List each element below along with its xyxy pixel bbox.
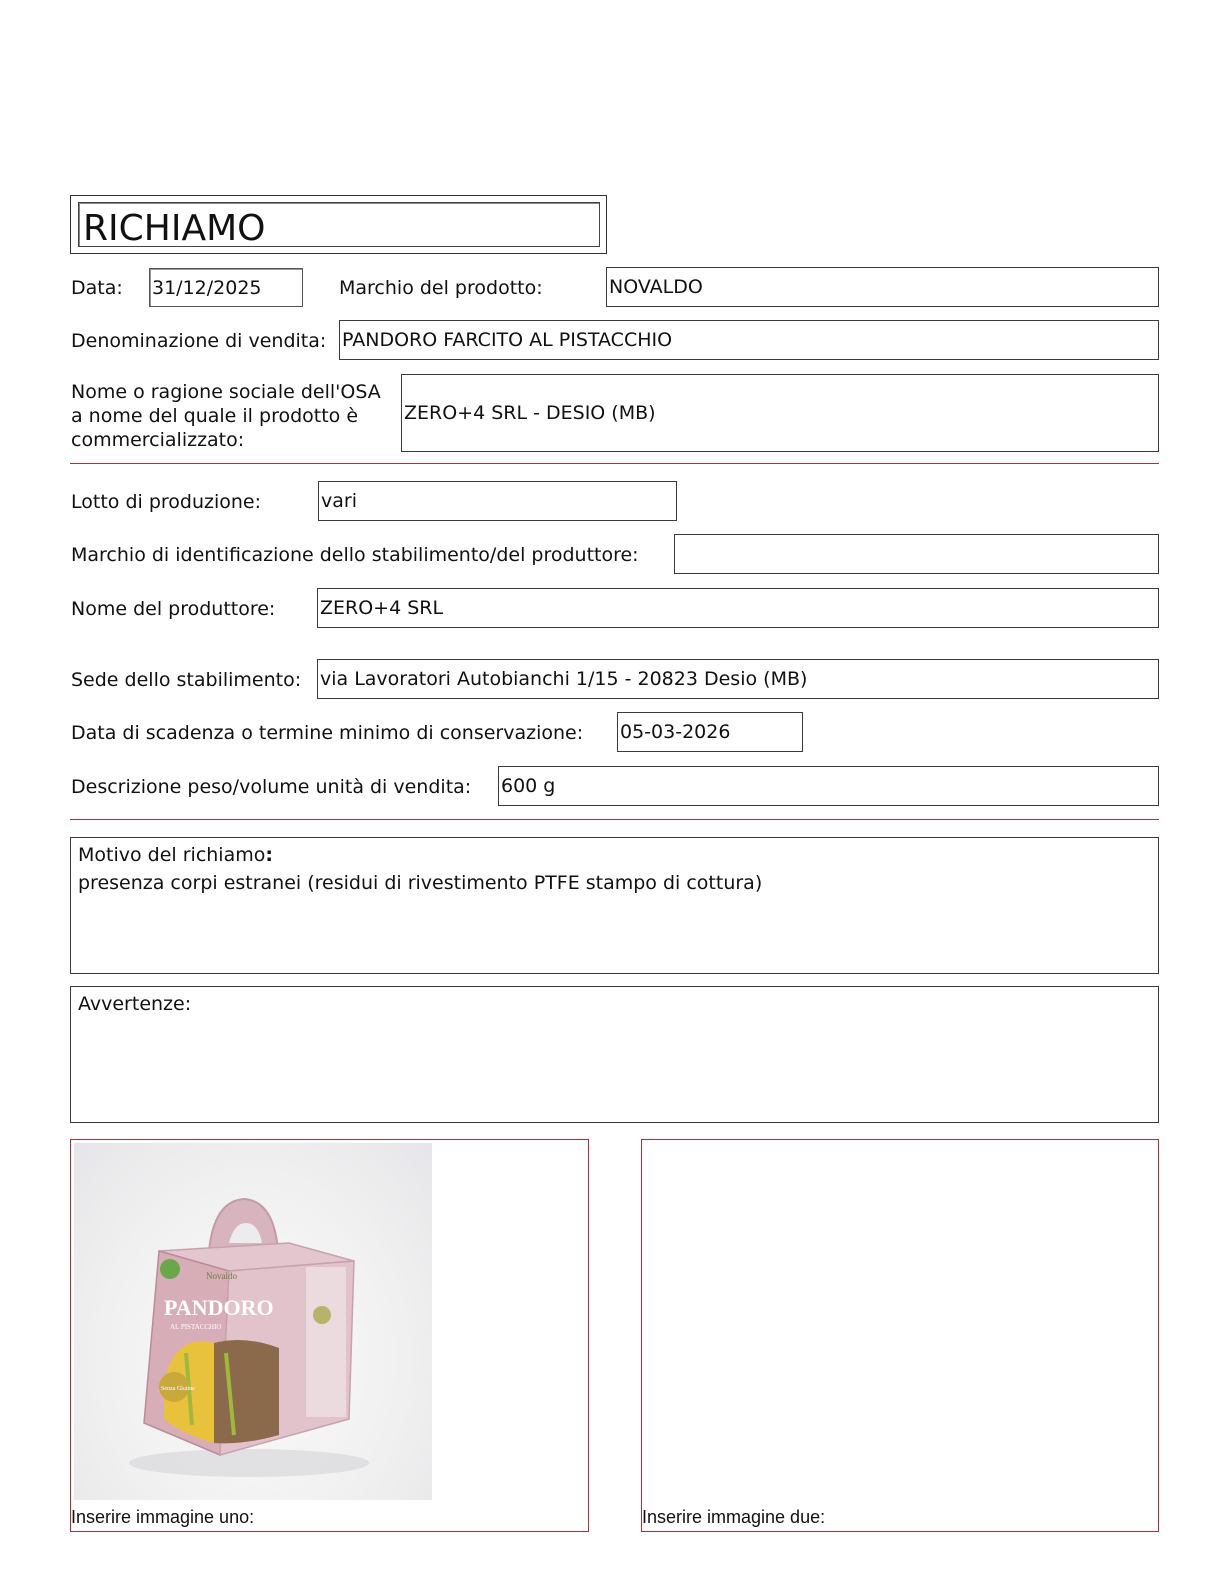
motivo-text: presenza corpi estranei (residui di rivestimento PTFE stampo di cottura) — [78, 872, 763, 894]
image-one-caption: Inserire immagine uno: — [71, 1507, 255, 1527]
data-field[interactable]: 31/12/2025 — [149, 268, 303, 307]
product-box-name: PANDORO — [164, 1295, 274, 1320]
title-box — [70, 195, 607, 254]
osa-label — [71, 380, 381, 452]
denominazione-label: Denominazione di vendita: — [71, 330, 327, 352]
osa-label-line-2: a nome del quale il prodotto è — [71, 405, 359, 427]
osa-label-line-1: Nome o ragione sociale dell'OSA — [71, 381, 381, 403]
peso-label: Descrizione peso/volume unità di vendita: — [71, 776, 472, 798]
marchio-field[interactable]: NOVALDO — [606, 267, 1159, 307]
data-label: Data: — [71, 277, 123, 299]
product-photo — [74, 1143, 432, 1500]
osa-field[interactable]: ZERO+4 SRL - DESIO (MB) — [401, 374, 1159, 452]
avvertenze-label: Avvertenze: — [78, 993, 192, 1015]
scadenza-field[interactable]: 05-03-2026 — [617, 712, 803, 752]
image-two-box[interactable] — [641, 1139, 1159, 1532]
osa-label-line-3: commercializzato: — [71, 429, 245, 451]
lotto-label: Lotto di produzione: — [71, 491, 262, 513]
avvertenze-box[interactable] — [70, 986, 1159, 1123]
marchio-id-field[interactable] — [674, 534, 1159, 574]
image-one-box[interactable] — [70, 1139, 589, 1532]
image-two-caption: Inserire immagine due: — [642, 1507, 826, 1527]
pandoro-box-illustration — [74, 1143, 432, 1500]
lotto-field[interactable]: vari — [318, 481, 677, 521]
page-title: RICHIAMO — [83, 208, 266, 249]
produttore-field[interactable]: ZERO+4 SRL — [317, 588, 1159, 628]
marchio-id-label: Marchio di identificazione dello stabilimento/del produttore: — [71, 544, 639, 566]
sede-label: Sede dello stabilimento: — [71, 669, 302, 691]
title-inner-box — [78, 202, 600, 247]
marchio-label: Marchio del prodotto: — [339, 277, 543, 299]
denominazione-field[interactable]: PANDORO FARCITO AL PISTACCHIO — [339, 320, 1159, 360]
separator-bottom — [70, 819, 1159, 820]
scadenza-label: Data di scadenza o termine minimo di conservazione: — [71, 722, 584, 744]
product-box-brand: Novaldo — [206, 1271, 237, 1281]
separator-top — [70, 463, 1159, 464]
produttore-label: Nome del produttore: — [71, 598, 276, 620]
motivo-box[interactable] — [70, 837, 1159, 974]
product-box-flavor: AL PISTACCHIO — [170, 1323, 222, 1331]
motivo-label: Motivo del richiamo: — [78, 844, 273, 866]
sede-field[interactable]: via Lavoratori Autobianchi 1/15 - 20823 Desio (MB) — [317, 659, 1159, 699]
product-box-badge: Senza Glutine — [161, 1386, 195, 1392]
peso-field[interactable]: 600 g — [498, 766, 1159, 806]
